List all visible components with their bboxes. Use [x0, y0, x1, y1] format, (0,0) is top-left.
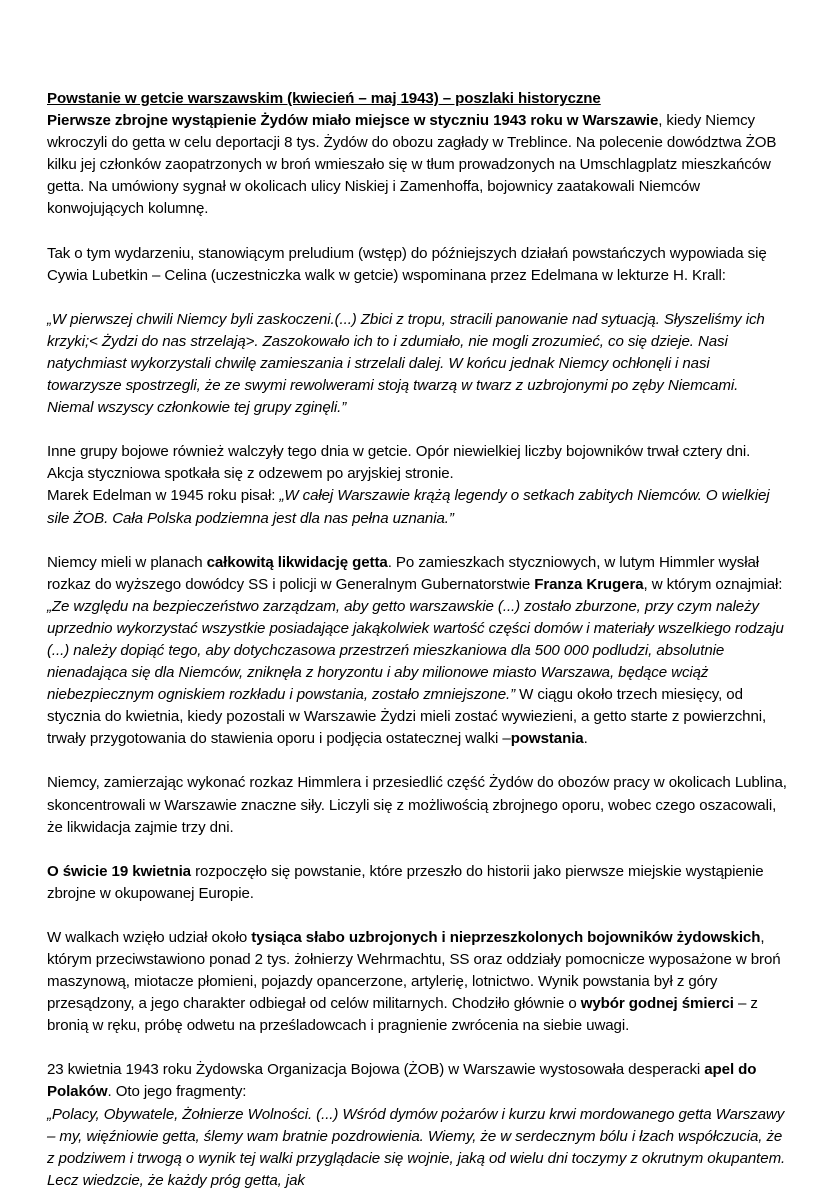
himmler-mid: . Po zamieszkach styczniowych, w lutym Himmler wysłał rozkaz do wyższego dowódcy SS i policji w Generalnym Gubernatorstwie: [47, 553, 760, 593]
bold-o-swicie: O świcie 19 kwietnia: [47, 862, 191, 880]
edelman-quote: „W całej Warszawie krążą legendy o setkach zabitych Niemców. O wielkiej sile ŻOB. Cała Polska podziemna jest dla nas pełna uznania.”: [47, 487, 770, 527]
paragraph-himmler: [47, 552, 787, 751]
paragraph-przesiedlenie: [47, 772, 787, 838]
paragraph-inne-grupy: [47, 441, 787, 485]
paragraph-19-kwietnia: [47, 861, 787, 905]
himmler-period: .: [583, 730, 588, 748]
paragraph-spacer: [47, 750, 787, 772]
19-kwietnia-rest: rozpoczęło się powstanie, które przeszło do historii jako pierwsze miejskie wystąpienie zbrojne w okupowanej Europie.: [47, 862, 764, 902]
paragraph-spacer: [47, 1037, 787, 1059]
himmler-oznajmial: , w którym oznajmiał:: [643, 575, 783, 593]
apel-bold-label: apel do Polaków: [47, 1061, 757, 1101]
paragraph-spacer: [47, 839, 787, 861]
walki-bold-wybor: wybór godnej śmierci: [580, 995, 734, 1013]
himmler-lead: Niemcy mieli w planach: [47, 553, 207, 571]
paragraph-spacer: [47, 287, 787, 309]
paragraph-edelman-1945: [47, 485, 787, 529]
apel-tail: . Oto jego fragmenty:: [107, 1083, 247, 1101]
inne-grupy-text: Inne grupy bojowe również walczyły tego dnia w getcie. Opór niewielkiej liczby bojowników trwał cztery dni. Akcja styczniowa spotkała się z odzewem po aryjskiej stronie.: [47, 443, 751, 483]
himmler-order-quote: „Ze względu na bezpieczeństwo zarządzam, aby getto warszawskie (...) zostało zburzone, przy czym należy uprzednio wykorzystać wszystkie posiadające jakąkolwiek wartość części domów i materiały wszelkiego rodzaju (...) należy dopiąć tego, aby dotychczasowa przestrzeń mieszkaniowa dla 500 000 podludzi, absolutnie nienadająca się dla Niemców, zniknęła z horyzontu i aby milionowe miasto Warszawa, będące wciąż niebezpiecznym ogniskiem rozkładu i powstania, zostało zmniejszone.”: [47, 597, 784, 704]
lubetkin-intro-text: Tak o tym wydarzeniu, stanowiącym preludium (wstęp) do późniejszych działań powstańczych wypowiada się Cywia Lubetkin – Celina (uczestniczka walk w getcie) wspominana przez Edelmana w lekturze H. Krall:: [47, 244, 767, 284]
paragraph-spacer: [47, 905, 787, 927]
paragraph-intro: [47, 110, 787, 220]
paragraph-spacer: [47, 530, 787, 552]
intro-rest: , kiedy Niemcy wkroczyli do getta w celu deportacji 8 tys. Żydów do obozu zagłady w Treblince. Na polecenie dowództwa ŻOB kilku jej członków zaopatrzonych w broń wmieszało się w tłum prowadzonych na Umschlagplatz mieszkańców getta. Na umówiony sygnał w okolicach ulicy Niskiej i Zamenhoffa, bojownicy zaatakowali Niemców konwojujących kolumnę.: [47, 112, 777, 218]
apel-lead: 23 kwietnia 1943 roku Żydowska Organizacja Bojowa (ŻOB) w Warszawie wystosowała desperacki: [47, 1061, 705, 1079]
himmler-bold-powstania: powstania: [510, 730, 584, 748]
lubetkin-quote-text: „W pierwszej chwili Niemcy byli zaskoczeni.(...) Zbici z tropu, stracili panowanie nad sytuacją. Słyszeliśmy ich krzyki;< Żydzi do nas strzelają>. Zaszokowało ich to i zdumiało, nie mogli zrozumieć, co się dzieje. Nasi natychmiast wykorzystali chwilę zamieszania i strzelali dalej. W końcu jednak Niemcy ochłonęli i nasi towarzysze spostrzegli, że ze swymi rewolwerami stoją twarzą w twarz z uzbrojonymi po zęby Niemcami. Niemal wszyscy członkowie tej grupy zginęli.”: [47, 310, 765, 417]
document-title: Powstanie w getcie warszawskim (kwiecień – maj 1943) – poszlaki historyczne: [47, 90, 601, 107]
paragraph-apel-quote: [47, 1104, 787, 1192]
walki-lead: W walkach wzięło udział około: [47, 928, 252, 946]
himmler-bold-likwidacja: całkowitą likwidację getta: [206, 553, 388, 571]
walki-tail: – z bronią w ręku, próbę odwetu na prześladowcach i pragnienie zwrócenia na siebie uwagi.: [47, 995, 758, 1035]
paragraph-spacer: [47, 221, 787, 243]
himmler-tail: W ciągu około trzech miesięcy, od stycznia do kwietnia, kiedy pozostali w Warszawie Żydzi mieli zostać wywiezieni, a getto starte z powierzchni, trwały przygotowania do stawienia oporu i podjęcia ostatecznej walki –: [47, 686, 767, 748]
paragraph-spacer: [47, 419, 787, 441]
himmler-bold-kruger: Franza Krugera: [534, 575, 644, 593]
walki-mid: , którym przeciwstawiono ponad 2 tys. żołnierzy Wehrmachtu, SS oraz oddziały pomocnicze wyposażone w broń maszynową, miotacze płomieni, pojazdy opancerzone, artylerię, lotnictwo. Wynik powstania był z góry przesądzony, a jego charakter odbiegał od celów militarnych. Chodziło głównie o: [47, 928, 781, 1013]
intro-bold-lead: Pierwsze zbrojne wystąpienie Żydów miało miejsce w styczniu 1943 roku w Warszawie: [47, 112, 659, 130]
edelman-lead: Marek Edelman w 1945 roku pisał:: [47, 487, 280, 505]
paragraph-walki: [47, 927, 787, 1037]
apel-quote-text: „Polacy, Obywatele, Żołnierze Wolności. (...) Wśród dymów pożarów i kurzu krwi mordowanego getta Warszawy – my, więźniowie getta, ślemy wam bratnie pozdrowienia. Wiemy, że w serdecznym bólu i łzach współczucia, że z podziwem i trwogą o wynik tej walki przyglądacie się wojnie, jaką od wielu dni toczymy z okrutnym okupantem. Lecz wiedzcie, że każdy próg getta, jak: [47, 1105, 786, 1189]
document-body: [47, 88, 787, 1192]
walki-bold-bojownicy: tysiąca słabo uzbrojonych i nieprzeszkolonych bojowników żydowskich: [251, 928, 761, 946]
przesiedlenie-text: Niemcy, zamierzając wykonać rozkaz Himmlera i przesiedlić część Żydów do obozów pracy w okolicach Lublina, skoncentrowali w Warszawie znaczne siły. Liczyli się z możliwością zbrojnego oporu, wobec czego oszacowali, że likwidacja zajmie trzy dni.: [47, 774, 787, 836]
paragraph-apel-intro: [47, 1059, 787, 1103]
paragraph-lubetkin-intro: [47, 243, 787, 287]
paragraph-lubetkin-quote: [47, 309, 787, 419]
